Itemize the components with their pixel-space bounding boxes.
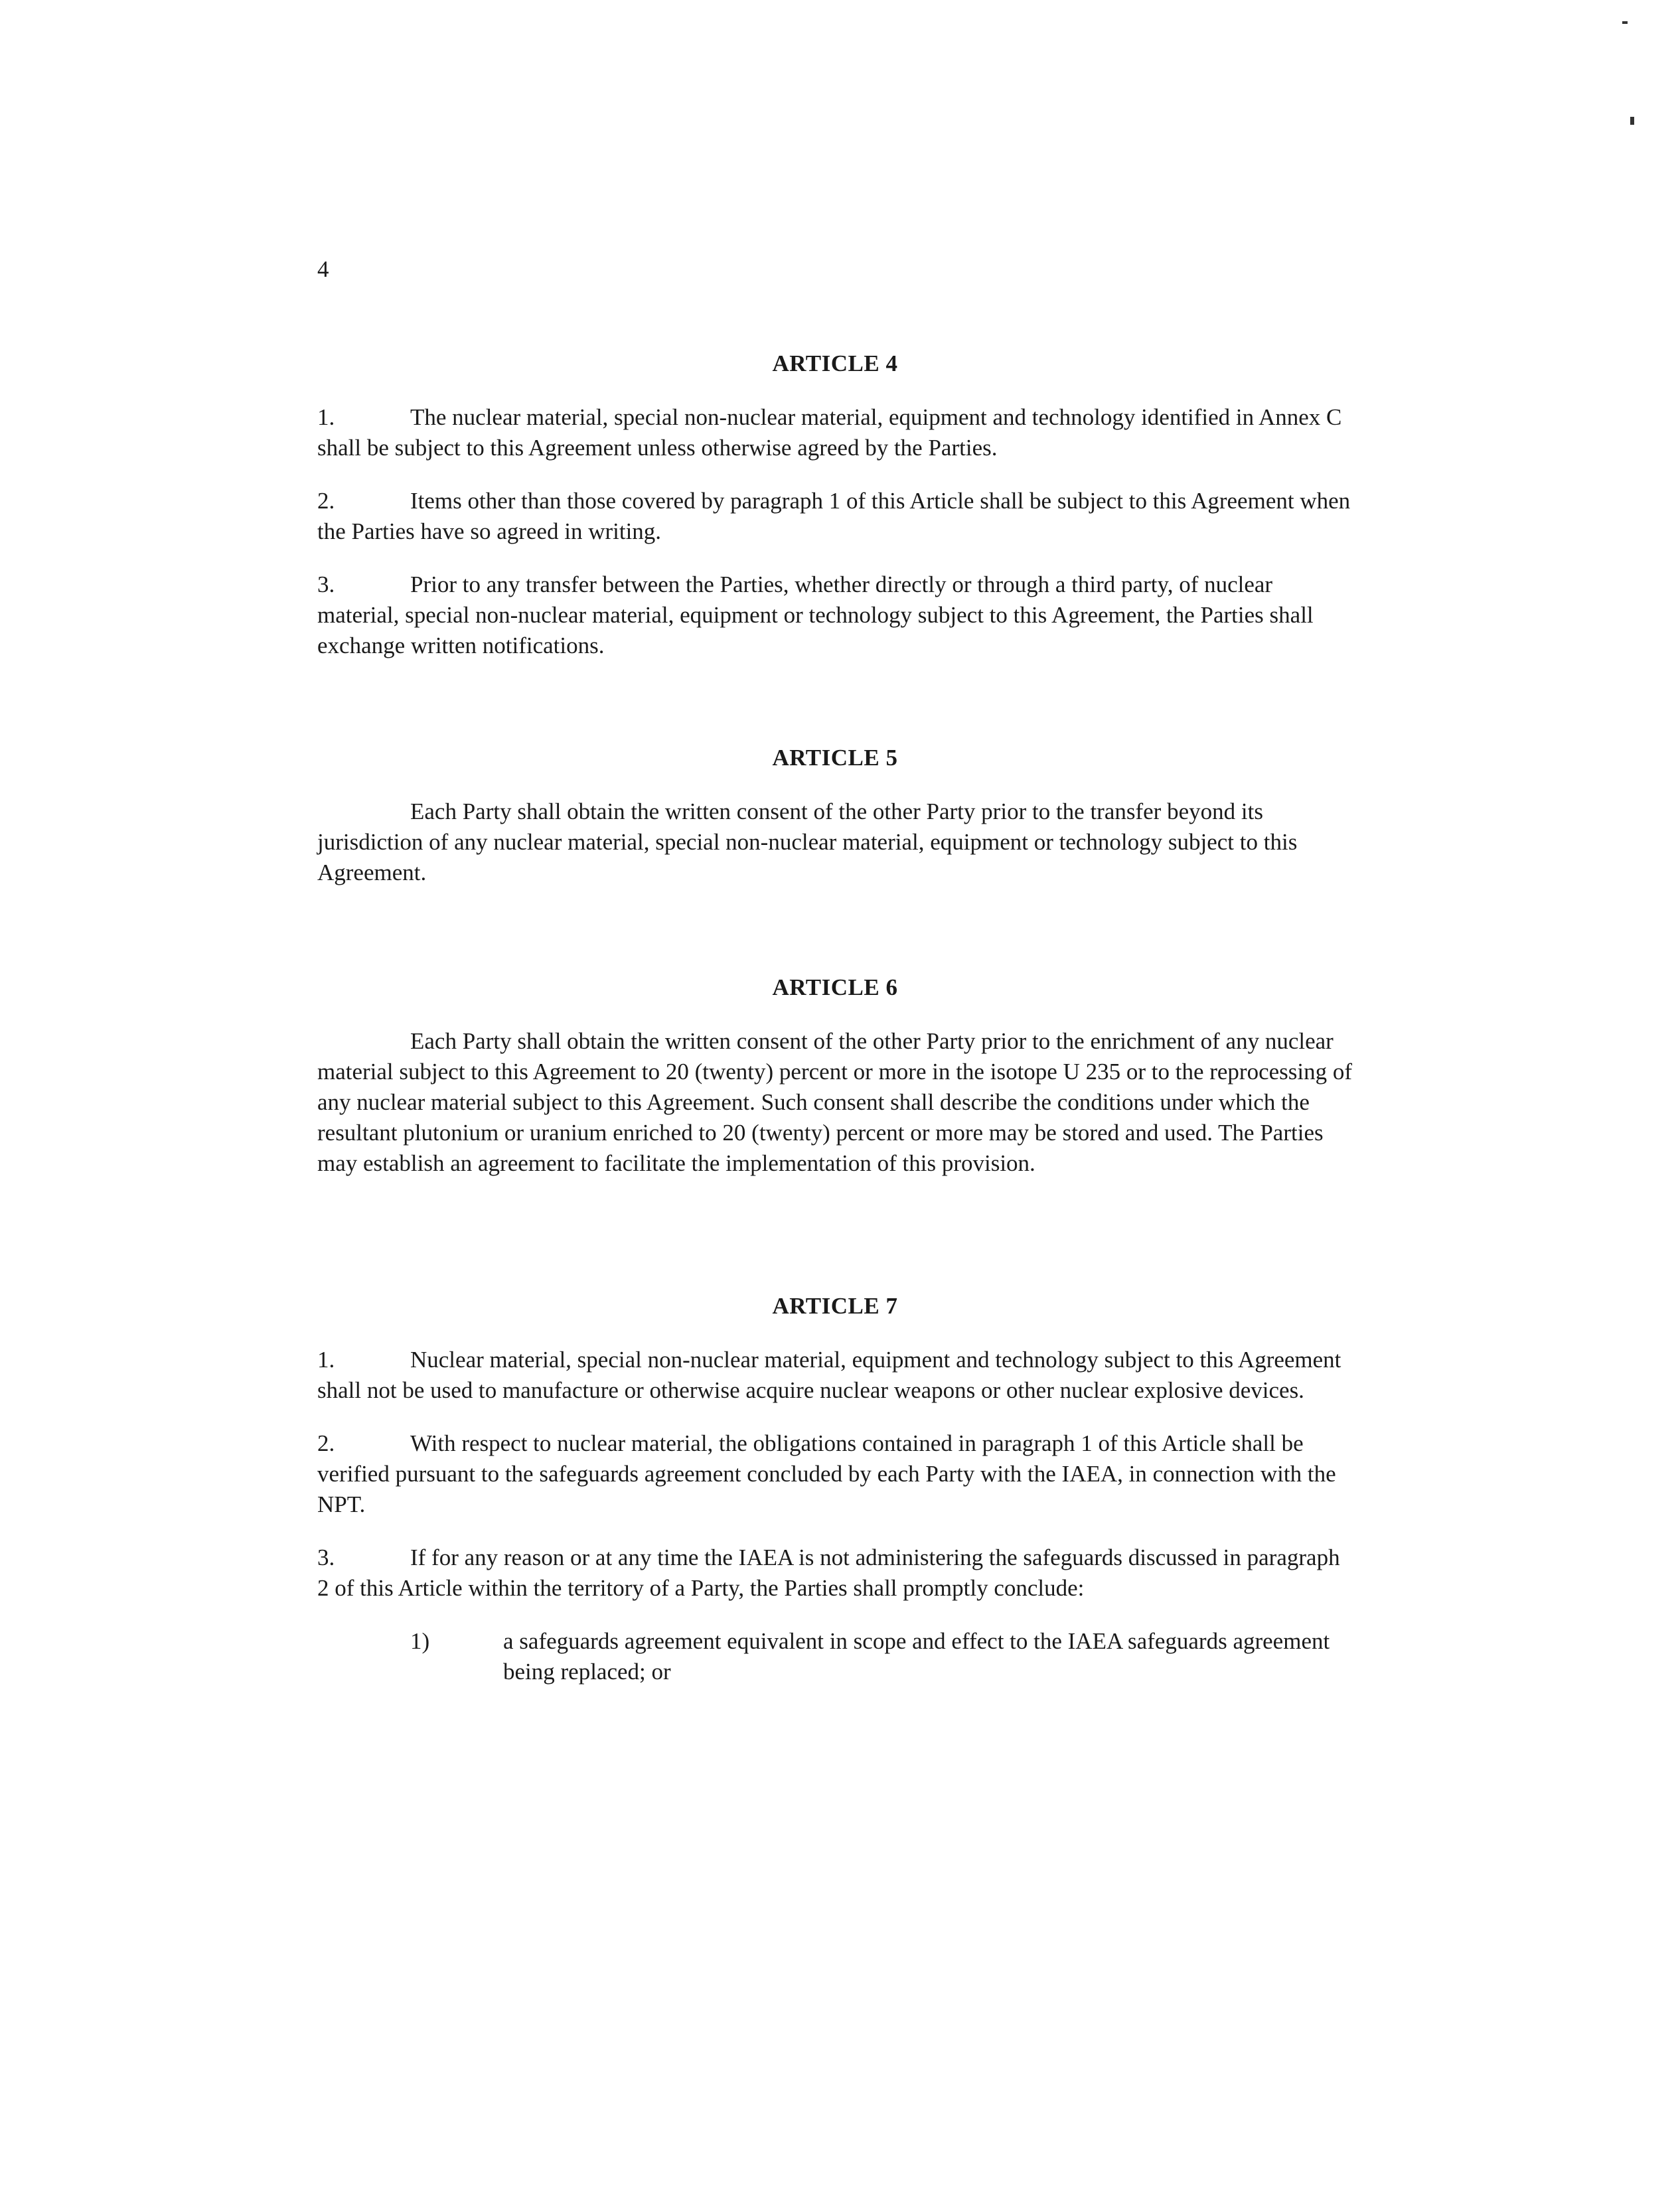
article-paragraph [317,1428,1353,1520]
article-6 [317,973,1353,1179]
article-heading: ARTICLE 6 [772,974,898,1000]
scan-mark-dash [1622,21,1628,24]
article-heading: ARTICLE 5 [772,745,898,771]
article-paragraph [317,402,1353,463]
article-paragraph [317,569,1353,661]
scan-mark-dot [1630,117,1634,125]
article-paragraph [317,1026,1353,1179]
paragraph-number: 3. [317,571,335,597]
article-paragraph [317,796,1353,888]
paragraph-number: 2. [317,1430,335,1456]
paragraph-text: If for any reason or at any time the IAEA is not administering the safeguards discussed in paragraph 2 of this Article within the territory of a Party, the Parties shall promptly conclude: [317,1545,1340,1601]
paragraph-text: Nuclear material, special non-nuclear material, equipment and technology subject to this Agreement shall not be used to manufacture or otherwise acquire nuclear weapons or other nuclear explosive devices. [317,1347,1341,1403]
article-7 [317,1292,1353,1687]
paragraph-text: With respect to nuclear material, the obligations contained in paragraph 1 of this Article shall be verified pursuant to the safeguards agreement concluded by each Party with the IAEA, in connection with the NPT. [317,1430,1336,1517]
paragraph-number: 2. [317,488,335,514]
article-heading: ARTICLE 7 [772,1293,898,1319]
article-paragraph [317,1345,1353,1406]
paragraph-text: Items other than those covered by paragraph 1 of this Article shall be subject to this Agreement when the Parties have so agreed in writing. [317,488,1351,544]
sub-item-text: a safeguards agreement equivalent in scope and effect to the IAEA safeguards agreement being replaced; or [503,1628,1330,1685]
paragraph-number: 1. [317,404,335,430]
paragraph-number: 1. [317,1347,335,1373]
paragraph-text: Prior to any transfer between the Parties, whether directly or through a third party, of nuclear material, special non-nuclear material, equipment or technology subject to this Agreement, the Parties shall exchange written notifications. [317,571,1314,658]
article-paragraph [317,1543,1353,1604]
paragraph-text: Each Party shall obtain the written consent of the other Party prior to the enrichment of any nuclear material subject to this Agreement to 20 (twenty) percent or more in the isotope U 235 or to the reprocessing of any nuclear material subject to this Agreement. Such consent shall describe the conditions under which the resultant plutonium or uranium enriched to 20 (twenty) percent or more may be stored and used. The Parties may establish an agreement to facilitate the implementation of this provision. [317,1028,1353,1176]
paragraph-text: Each Party shall obtain the written consent of the other Party prior to the transfer beyond its jurisdiction of any nuclear material, special non-nuclear material, equipment or technology subject to this Agreement. [317,798,1298,885]
page-number: 4 [317,256,329,282]
sub-item [317,1626,1353,1687]
article-4 [317,349,1353,661]
sub-item-number: 1) [410,1628,430,1654]
article-5 [317,743,1353,888]
paragraph-number: 3. [317,1545,335,1570]
article-paragraph [317,486,1353,547]
paragraph-text: The nuclear material, special non-nuclear material, equipment and technology identified in Annex C shall be subject to this Agreement unless otherwise agreed by the Parties. [317,404,1342,461]
article-heading: ARTICLE 4 [772,350,898,376]
